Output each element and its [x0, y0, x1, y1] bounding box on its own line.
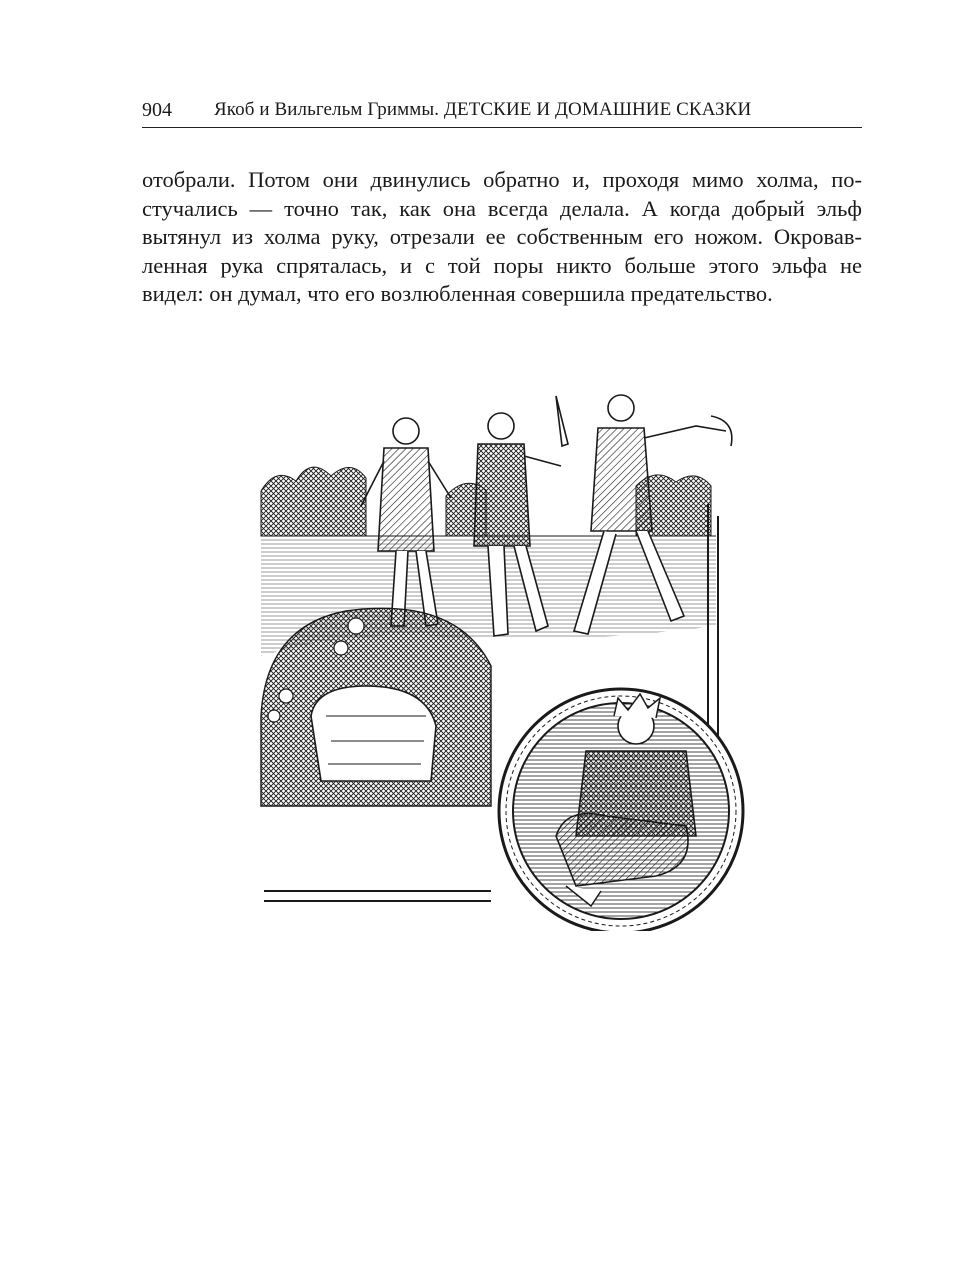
hill-mound: [261, 608, 491, 806]
text-line: стучались — точно так, как она всегда делала. А когда добрый эльф: [142, 195, 862, 221]
running-head-title: Якоб и Вильгельм Гриммы. ДЕТСКИЕ И ДОМАШНИЕ СКАЗКИ: [214, 99, 752, 120]
text-line: вытянул из холма руку, отрезали ее собственным его ножом. Окровав-: [142, 224, 862, 250]
engraving-illustration: [256, 386, 756, 931]
elf-medallion: [499, 689, 743, 931]
text-line: ленная рука спряталась, и с той поры никто больше этого эльфа не: [142, 252, 862, 278]
running-header: [142, 97, 862, 128]
text-line: видел: он думал, что его возлюбленная совершила предательство.: [142, 281, 773, 307]
text-line: отобрали. Потом они двинулись обратно и, проходя мимо холма, по-: [142, 167, 862, 192]
page-number: 904: [142, 99, 172, 121]
body-text: [142, 166, 862, 309]
